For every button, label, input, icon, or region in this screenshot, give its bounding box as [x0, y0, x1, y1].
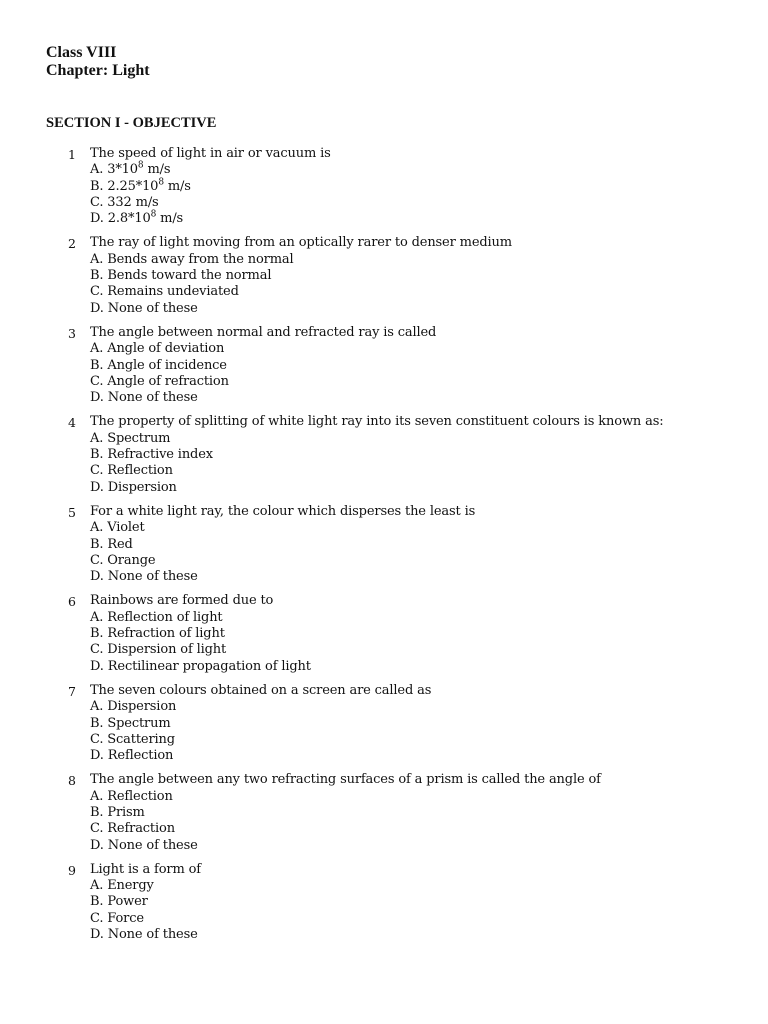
- answer-option: A. Dispersion: [90, 699, 177, 715]
- answer-option: A. Reflection of light: [90, 609, 223, 625]
- answer-option: C. Orange: [90, 552, 156, 568]
- question-number: 6: [68, 594, 76, 610]
- answer-option: B. Refraction of light: [90, 626, 225, 642]
- answer-option: D. None of these: [90, 927, 198, 943]
- answer-option: B. Bends toward the normal: [90, 268, 272, 284]
- answer-option: D. Reflection: [90, 748, 174, 764]
- question-text: The angle between normal and refracted ray is called: [90, 324, 437, 340]
- question-item: [46, 414, 746, 495]
- question-number: 5: [68, 504, 76, 520]
- answer-option: B. Angle of incidence: [90, 357, 227, 373]
- answer-option: B. Red: [90, 536, 133, 552]
- answer-option: D. Rectilinear propagation of light: [90, 658, 311, 674]
- question-number: 8: [68, 773, 76, 789]
- question-item: [46, 862, 746, 943]
- answer-option: C. Force: [90, 910, 144, 926]
- question-item: [46, 772, 746, 853]
- answer-option: C. Scattering: [90, 731, 175, 747]
- answer-option: D. None of these: [90, 569, 198, 585]
- answer-option: D. None of these: [90, 300, 198, 316]
- answer-option: D. $2.8*10^8$ m/s: [90, 209, 184, 227]
- question-text: The ray of light moving from an optically rarer to denser medium: [90, 235, 512, 251]
- answer-option: D. Dispersion: [90, 479, 177, 495]
- question-number: 7: [68, 683, 76, 699]
- answer-option: A. Reflection: [90, 788, 173, 804]
- answer-option: A. $3*10^8$ m/s: [90, 160, 171, 178]
- answer-option: A. Angle of deviation: [90, 341, 225, 357]
- question-list: [46, 146, 746, 943]
- answer-option: A. Bends away from the normal: [90, 251, 294, 267]
- chapter-label: Chapter: Light: [46, 62, 150, 79]
- answer-option: A. Energy: [90, 878, 154, 894]
- question-text: The seven colours obtained on a screen are called as: [90, 682, 432, 698]
- class-label: Class VIII: [46, 44, 117, 61]
- answer-option: B. Spectrum: [90, 715, 171, 731]
- answer-option: C. Angle of refraction: [90, 373, 229, 389]
- answer-option: C. 332 m/s: [90, 194, 159, 210]
- answer-option: B. $2.25*10^8$ m/s: [90, 177, 191, 194]
- question-item: [46, 235, 746, 316]
- answer-option: C. Refraction: [90, 821, 175, 837]
- answer-option: D. None of these: [90, 837, 198, 853]
- question-text: The property of splitting of white light ray into its seven constituent colours is known as:: [90, 414, 664, 430]
- question-number: 4: [68, 415, 76, 431]
- question-text: For a white light ray, the colour which disperses the least is: [90, 503, 476, 519]
- question-number: 9: [68, 862, 76, 878]
- question-number: 2: [68, 236, 76, 252]
- question-text: Rainbows are formed due to: [90, 593, 274, 609]
- question-item: [46, 683, 746, 764]
- answer-option: A. Violet: [90, 520, 145, 536]
- question-text: The speed of light in air or vacuum is: [90, 146, 331, 161]
- answer-option: A. Spectrum: [90, 430, 171, 446]
- question-item: [46, 325, 746, 406]
- answer-option: C. Reflection: [90, 463, 173, 479]
- answer-option: C. Dispersion of light: [90, 642, 227, 658]
- answer-option: D. None of these: [90, 390, 198, 406]
- answer-option: B. Prism: [90, 804, 145, 820]
- answer-option: B. Refractive index: [90, 447, 213, 463]
- document-page: [46, 44, 746, 951]
- answer-option: B. Power: [90, 894, 148, 910]
- section-title: SECTION I - OBJECTIVE: [46, 115, 217, 131]
- question-text: Light is a form of: [90, 861, 201, 877]
- answer-option: C. Remains undeviated: [90, 284, 239, 300]
- question-number: 3: [68, 325, 76, 341]
- question-number: 1: [68, 147, 76, 162]
- question-item: [46, 146, 746, 227]
- question-item: [46, 593, 746, 674]
- question-text: The angle between any two refracting surfaces of a prism is called the angle of: [90, 772, 601, 788]
- question-item: [46, 504, 746, 585]
